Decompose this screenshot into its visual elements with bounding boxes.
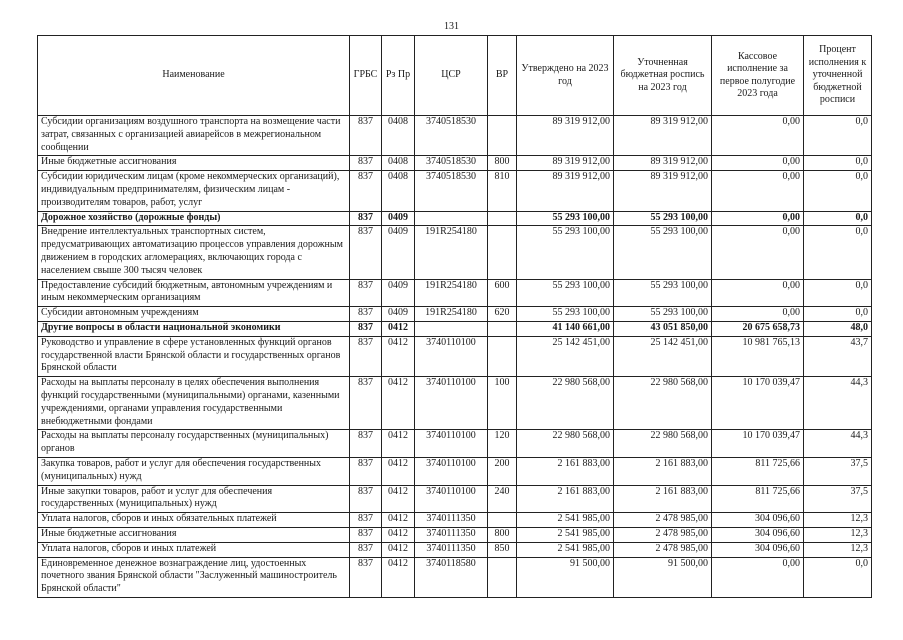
cell-grbs: 837 (350, 321, 382, 336)
cell-grbs: 837 (350, 527, 382, 542)
cell-refined: 89 319 912,00 (614, 116, 712, 156)
cell-rzpr: 0408 (382, 156, 415, 171)
cell-refined: 22 980 568,00 (614, 430, 712, 458)
cell-csr: 3740518530 (415, 116, 488, 156)
cell-name: Уплата налогов, сборов и иных платежей (38, 542, 350, 557)
cell-grbs: 837 (350, 557, 382, 597)
cell-csr: 3740518530 (415, 171, 488, 211)
cell-approved: 25 142 451,00 (517, 336, 614, 376)
table-row (38, 279, 872, 307)
cell-cash: 10 170 039,47 (712, 430, 804, 458)
cell-grbs: 837 (350, 171, 382, 211)
table-row (38, 171, 872, 211)
cell-name: Иные закупки товаров, работ и услуг для обеспечения государственных (муниципальных) нужд (38, 485, 350, 513)
cell-name: Другие вопросы в области национальной экономики (38, 321, 350, 336)
column-header-cash: Кассовое исполнение за первое полугодие 2023 года (712, 36, 804, 116)
table-body (38, 116, 872, 598)
cell-percent: 44,3 (804, 377, 872, 430)
cell-cash: 304 096,60 (712, 542, 804, 557)
cell-percent: 12,3 (804, 527, 872, 542)
cell-percent: 0,0 (804, 226, 872, 279)
cell-percent: 0,0 (804, 307, 872, 322)
table-header-row (38, 36, 872, 116)
table-row (38, 430, 872, 458)
table-row (38, 457, 872, 485)
cell-vr: 800 (488, 527, 517, 542)
table-row (38, 321, 872, 336)
cell-approved: 91 500,00 (517, 557, 614, 597)
cell-cash: 0,00 (712, 279, 804, 307)
cell-grbs: 837 (350, 279, 382, 307)
cell-cash: 0,00 (712, 211, 804, 226)
cell-rzpr: 0412 (382, 485, 415, 513)
cell-refined: 55 293 100,00 (614, 279, 712, 307)
cell-approved: 2 161 883,00 (517, 485, 614, 513)
table-row (38, 226, 872, 279)
cell-cash: 304 096,60 (712, 527, 804, 542)
page-number: 131 (444, 21, 459, 32)
cell-approved: 22 980 568,00 (517, 377, 614, 430)
cell-percent: 0,0 (804, 557, 872, 597)
cell-vr (488, 321, 517, 336)
cell-approved: 89 319 912,00 (517, 156, 614, 171)
cell-vr (488, 226, 517, 279)
cell-cash: 0,00 (712, 307, 804, 322)
cell-rzpr: 0412 (382, 336, 415, 376)
cell-rzpr: 0412 (382, 542, 415, 557)
column-header-refined: Уточненная бюджетная роспись на 2023 год (614, 36, 712, 116)
cell-name: Предоставление субсидий бюджетным, автономным учреждениям и иным некоммерческим организациям (38, 279, 350, 307)
cell-rzpr: 0412 (382, 457, 415, 485)
cell-rzpr: 0412 (382, 377, 415, 430)
column-header-grbs: ГРБС (350, 36, 382, 116)
cell-approved: 55 293 100,00 (517, 307, 614, 322)
cell-vr: 620 (488, 307, 517, 322)
column-header-csr: ЦСР (415, 36, 488, 116)
cell-approved: 2 541 985,00 (517, 527, 614, 542)
cell-vr: 120 (488, 430, 517, 458)
cell-refined: 2 161 883,00 (614, 485, 712, 513)
table-row (38, 116, 872, 156)
cell-name: Уплата налогов, сборов и иных обязательных платежей (38, 513, 350, 528)
cell-vr: 810 (488, 171, 517, 211)
cell-grbs: 837 (350, 116, 382, 156)
budget-table (37, 35, 872, 598)
cell-refined: 55 293 100,00 (614, 226, 712, 279)
cell-csr: 191R254180 (415, 279, 488, 307)
cell-rzpr: 0409 (382, 226, 415, 279)
cell-percent: 37,5 (804, 485, 872, 513)
cell-approved: 55 293 100,00 (517, 211, 614, 226)
cell-csr: 3740110100 (415, 377, 488, 430)
column-header-approved: Утверждено на 2023 год (517, 36, 614, 116)
cell-grbs: 837 (350, 156, 382, 171)
cell-csr (415, 321, 488, 336)
cell-vr (488, 513, 517, 528)
cell-name: Расходы на выплаты персоналу государственных (муниципальных) органов (38, 430, 350, 458)
cell-refined: 55 293 100,00 (614, 211, 712, 226)
table-row (38, 527, 872, 542)
cell-percent: 0,0 (804, 171, 872, 211)
cell-grbs: 837 (350, 457, 382, 485)
cell-grbs: 837 (350, 307, 382, 322)
cell-cash: 10 981 765,13 (712, 336, 804, 376)
cell-csr: 3740518530 (415, 156, 488, 171)
cell-name: Закупка товаров, работ и услуг для обеспечения государственных (муниципальных) нужд (38, 457, 350, 485)
table-row (38, 485, 872, 513)
cell-name: Субсидии юридическим лицам (кроме некоммерческих организаций), индивидуальным предпринимателям, физическим лицам - производителям товаров, работ, услуг (38, 171, 350, 211)
cell-cash: 0,00 (712, 116, 804, 156)
cell-vr: 800 (488, 156, 517, 171)
table-row (38, 377, 872, 430)
cell-percent: 0,0 (804, 279, 872, 307)
cell-csr: 3740110100 (415, 430, 488, 458)
cell-cash: 0,00 (712, 171, 804, 211)
cell-percent: 12,3 (804, 513, 872, 528)
cell-name: Внедрение интеллектуальных транспортных систем, предусматривающих автоматизацию процессов управления дорожным движением в городских агломерациях, включающих города с населением свыше 300 тысяч человек (38, 226, 350, 279)
cell-refined: 2 478 985,00 (614, 513, 712, 528)
table-row (38, 336, 872, 376)
cell-csr: 3740110100 (415, 457, 488, 485)
cell-rzpr: 0409 (382, 307, 415, 322)
cell-vr: 850 (488, 542, 517, 557)
column-header-percent: Процент исполнения к уточненной бюджетной росписи (804, 36, 872, 116)
cell-cash: 0,00 (712, 557, 804, 597)
cell-refined: 55 293 100,00 (614, 307, 712, 322)
cell-name: Иные бюджетные ассигнования (38, 156, 350, 171)
cell-percent: 37,5 (804, 457, 872, 485)
cell-grbs: 837 (350, 377, 382, 430)
table-row (38, 156, 872, 171)
cell-cash: 304 096,60 (712, 513, 804, 528)
cell-grbs: 837 (350, 211, 382, 226)
cell-percent: 43,7 (804, 336, 872, 376)
cell-grbs: 837 (350, 542, 382, 557)
cell-vr (488, 116, 517, 156)
cell-csr: 191R254180 (415, 226, 488, 279)
cell-vr (488, 211, 517, 226)
cell-csr: 3740118580 (415, 557, 488, 597)
cell-approved: 55 293 100,00 (517, 279, 614, 307)
cell-csr: 191R254180 (415, 307, 488, 322)
cell-cash: 20 675 658,73 (712, 321, 804, 336)
cell-cash: 0,00 (712, 156, 804, 171)
cell-approved: 2 541 985,00 (517, 513, 614, 528)
cell-cash: 811 725,66 (712, 485, 804, 513)
cell-rzpr: 0409 (382, 279, 415, 307)
cell-refined: 25 142 451,00 (614, 336, 712, 376)
cell-percent: 12,3 (804, 542, 872, 557)
cell-rzpr: 0409 (382, 211, 415, 226)
cell-name: Руководство и управление в сфере установленных функций органов государственной власти Брянской области и государственных органов Брянской области (38, 336, 350, 376)
cell-csr: 3740110100 (415, 485, 488, 513)
cell-grbs: 837 (350, 430, 382, 458)
cell-rzpr: 0412 (382, 430, 415, 458)
cell-approved: 2 541 985,00 (517, 542, 614, 557)
table-row (38, 557, 872, 597)
cell-refined: 43 051 850,00 (614, 321, 712, 336)
table-row (38, 542, 872, 557)
cell-csr: 3740111350 (415, 527, 488, 542)
cell-refined: 2 478 985,00 (614, 527, 712, 542)
cell-percent: 0,0 (804, 116, 872, 156)
cell-rzpr: 0412 (382, 557, 415, 597)
cell-approved: 22 980 568,00 (517, 430, 614, 458)
cell-grbs: 837 (350, 513, 382, 528)
cell-csr (415, 211, 488, 226)
column-header-vr: ВР (488, 36, 517, 116)
table-row (38, 211, 872, 226)
cell-refined: 2 478 985,00 (614, 542, 712, 557)
cell-approved: 89 319 912,00 (517, 116, 614, 156)
cell-grbs: 837 (350, 336, 382, 376)
cell-vr: 600 (488, 279, 517, 307)
cell-approved: 55 293 100,00 (517, 226, 614, 279)
cell-vr (488, 557, 517, 597)
cell-refined: 89 319 912,00 (614, 156, 712, 171)
cell-refined: 22 980 568,00 (614, 377, 712, 430)
cell-vr: 100 (488, 377, 517, 430)
cell-csr: 3740111350 (415, 542, 488, 557)
cell-name: Расходы на выплаты персоналу в целях обеспечения выполнения функций государственными (муниципальными) органами, казенными учреждениями, органами управления государственными внебюджетными фондами (38, 377, 350, 430)
cell-csr: 3740110100 (415, 336, 488, 376)
cell-name: Субсидии автономным учреждениям (38, 307, 350, 322)
cell-grbs: 837 (350, 485, 382, 513)
cell-name: Единовременное денежное вознаграждение лиц, удостоенных почетного звания Брянской области "Заслуженный машиностроитель Брянской области" (38, 557, 350, 597)
cell-vr: 240 (488, 485, 517, 513)
table-row (38, 513, 872, 528)
cell-percent: 48,0 (804, 321, 872, 336)
cell-cash: 811 725,66 (712, 457, 804, 485)
cell-cash: 10 170 039,47 (712, 377, 804, 430)
cell-cash: 0,00 (712, 226, 804, 279)
cell-csr: 3740111350 (415, 513, 488, 528)
cell-name: Иные бюджетные ассигнования (38, 527, 350, 542)
cell-name: Субсидии организациям воздушного транспорта на возмещение части затрат, связанных с организацией авиарейсов в межрегиональном сообщении (38, 116, 350, 156)
cell-refined: 91 500,00 (614, 557, 712, 597)
cell-rzpr: 0412 (382, 527, 415, 542)
cell-grbs: 837 (350, 226, 382, 279)
cell-rzpr: 0412 (382, 513, 415, 528)
cell-approved: 2 161 883,00 (517, 457, 614, 485)
cell-refined: 2 161 883,00 (614, 457, 712, 485)
cell-rzpr: 0408 (382, 171, 415, 211)
cell-percent: 44,3 (804, 430, 872, 458)
cell-rzpr: 0412 (382, 321, 415, 336)
cell-vr: 200 (488, 457, 517, 485)
cell-percent: 0,0 (804, 156, 872, 171)
cell-approved: 41 140 661,00 (517, 321, 614, 336)
cell-percent: 0,0 (804, 211, 872, 226)
cell-vr (488, 336, 517, 376)
cell-refined: 89 319 912,00 (614, 171, 712, 211)
column-header-rzpr: Рз Пр (382, 36, 415, 116)
cell-approved: 89 319 912,00 (517, 171, 614, 211)
table-row (38, 307, 872, 322)
cell-rzpr: 0408 (382, 116, 415, 156)
cell-name: Дорожное хозяйство (дорожные фонды) (38, 211, 350, 226)
column-header-name: Наименование (38, 36, 350, 116)
